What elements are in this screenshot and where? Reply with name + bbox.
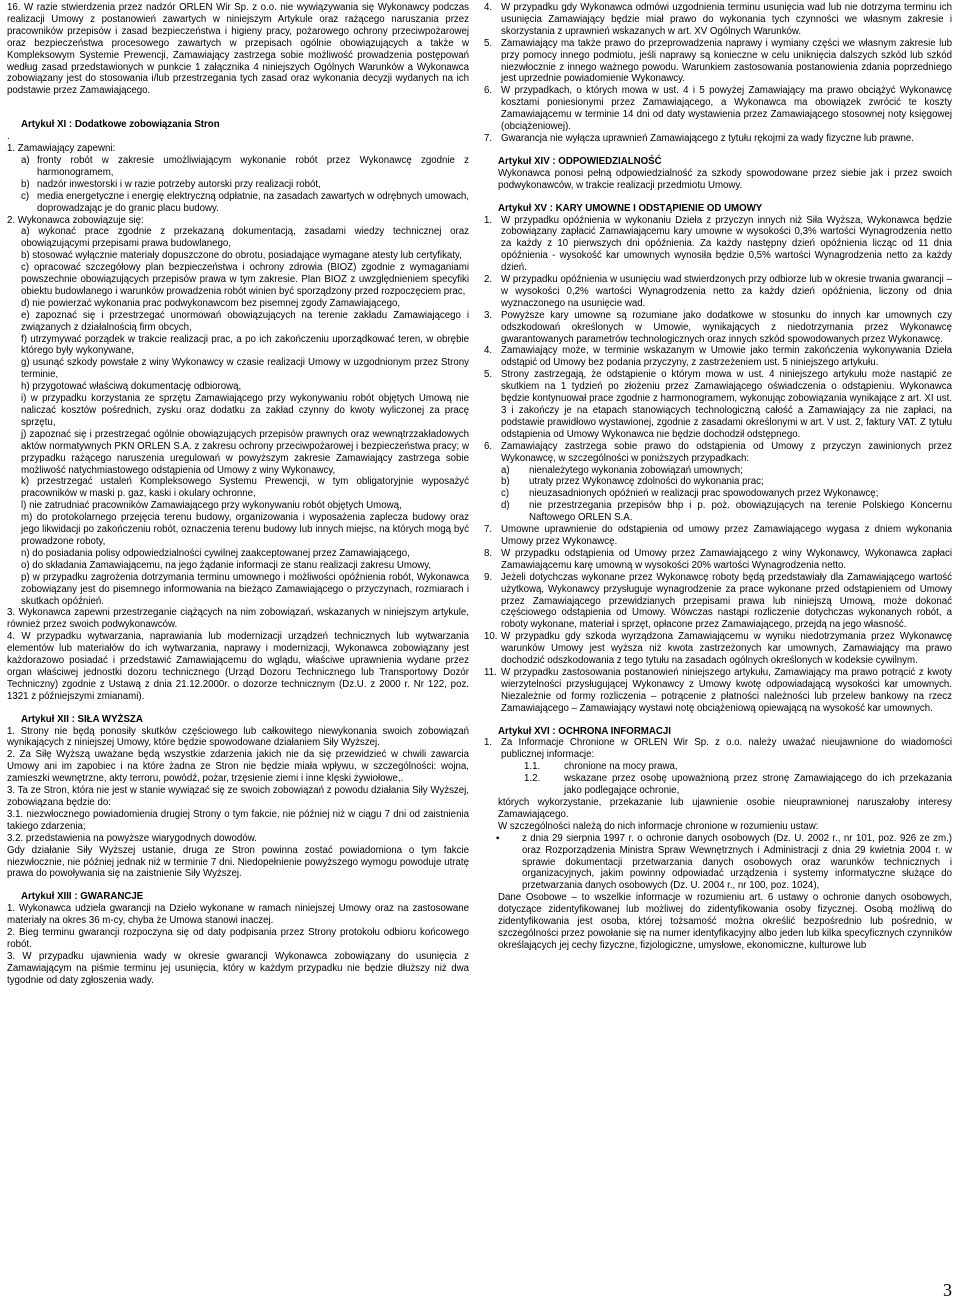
art11-item-2d: d) nie powierzać wykonania prac podwykonawcom bez pisemnej zgody Zamawiającego, (21, 297, 401, 309)
art11-item-1c: c) media energetyczne i energię elektryczną odpłatnie, na zasadach zawartych w odrębnych umowach, doprowadzając je do granic placu budowy. (21, 190, 469, 214)
art13-item-3: 3. W przypadku ujawnienia wady w okresie gwarancji Wykonawca zobowiązany do usunięcia z Zamawiającym na piśmie terminu jej usunięcia, który w każdym przypadku nie będzie dłuższy niż dwa tygodnie od daty zgłoszenia wady. (7, 950, 469, 986)
article-14-text: Wykonawca ponosi pełną odpowiedzialność za szkody spowodowane przez siebie jak i przez swoich podwykonawców, w trakcie realizacji przedmiotu Umowy. (498, 167, 952, 191)
article-15-title: Artykuł XV : KARY UMOWNE I ODSTĄPIENIE OD UMOWY (498, 202, 763, 214)
art12-item-3: 3. Ta ze Stron, która nie jest w stanie wywiązać się ze swoich zobowiązań z powodu działania Siły Wyższej, zobowiązana będzie do: (7, 785, 469, 808)
art11-item-4: 4. W przypadku wytwarzania, naprawiania lub modernizacji urządzeń technicznych lub wytwarzania elementów lub materiałów do ich wytwarzania, naprawy i modernizacji, Wykonawca zobowiązany jest każdorazowo posiadać i przedstawić Zamawiającemu do wglądu, właściwe uprawnienia wydane przez organ właściwej jednostki dozoru technicznego (Urząd Dozoru Technicznego lub Transportowy Dozór Techniczny) zgodnie z Ustawą z dnia 21.12.2000r. o dozorze technicznym (Dz.U. z 2000 r. Nr 122, poz. 1321 z późniejszymi zmianami). (7, 631, 469, 702)
art11-item-2o: o) do składania Zamawiającemu, na jego żądanie informacji ze stanu realizacji zakresu Umowy, (21, 559, 432, 571)
art11-item-1b: b) nadzór inwestorski i w razie potrzeby autorski przy realizacji robót, (21, 178, 321, 190)
art11-item-2i: i) w przypadku korzystania ze sprzętu Zamawiającego przy wykonywaniu robót objętych Umową nie naliczać kosztów pośrednich, zysku oraz dodatku za zakład czynny do kwoty wyliczonej za pracę sprzętu, (21, 393, 469, 428)
art11-item-2l: l) nie zatrudniać pracowników Zamawiającego przy wykonywaniu robót objętych Umową, (21, 500, 402, 512)
art15-item-10: 10. W przypadku gdy szkoda wyrządzona Zamawiającemu w wyniku niedotrzymania przez Wykonawcę warunków Umowy jest wyższa niż kwota zastrzeżonych kar umownych, Zamawiający ma prawo dochodzić odszkodowania z tego tytułu na zasadach ogólnych określonych w kodeksie cywilnym. (484, 631, 952, 667)
art15-item-2: 2. W przypadku opóźnienia w usunięciu wad stwierdzonych przy odbiorze lub w okresie trwania gwarancji – w wysokości 0,2% wartości Wynagrodzenia netto za każdy dzień opóźnienia, liczony od dnia wyznaczonego na usunięcie wad. (484, 274, 952, 309)
square-bullet-icon: ▪ (496, 832, 500, 844)
art16-bullet: ▪ z dnia 29 sierpnia 1997 r. o ochronie danych osobowych (Dz. U. 2002 r., nr 101, poz. 926 ze zm.) oraz Rozporządzenia Ministra Spraw Wewnętrznych i Administracji z dnia 29 kwietnia 2004 r. w sprawie dokumentacji przetwarzania danych osobowych oraz warunków technicznych i organizacyjnych, jakim powinny odpowiadać urządzenia i systemy informatyczne służące do przetwarzania danych osobowych (Dz. U. 2004 r., nr 100, poz. 1024), (496, 832, 952, 892)
article-16-title: Artykuł XVI : OCHRONA INFORMACJI (498, 725, 671, 737)
art15-item-3: 3. Powyższe kary umowne są rozumiane jako dodatkowe w stosunku do innych kar umownych czy odszkodowań określonych w Umowie, wynikających z niedotrzymania przez Wykonawcę gwarantowanych parametrów technologicznych oraz innych szkód spowodowanych przez Wykonawcę. (484, 309, 952, 345)
art11-item-2g: g) usunąć szkody powstałe z winy Wykonawcy w czasie realizacji Umowy w uzgodnionym przez Strony terminie, (21, 357, 469, 381)
art11-item-1a: a) fronty robót w zakresie umożliwiającym wykonanie robót przez Wykonawcę zgodnie z harmonogramem, (21, 154, 469, 178)
article-12-title: Artykuł XII : SIŁA WYŻSZA (21, 713, 143, 725)
art13-item-2: 2. Bieg terminu gwarancji rozpoczyna się od daty podpisania przez Strony protokołu odbioru końcowego robót. (7, 927, 469, 950)
page-number: 3 (943, 1280, 952, 1300)
art15-item-6: 6. Zamawiający zastrzega sobie prawo do odstąpienia od Umowy z przyczyn zawinionych przez Wykonawcę, w szczególności w poniższych przypadkach: (484, 440, 952, 464)
art11-item-2e: e) zapoznać się i przestrzegać unormowań obowiązujących na terenie zakładu Zamawiającego i związanych z działalnością firm obcych, (21, 309, 469, 333)
art13-item-1: 1. Wykonawca udziela gwarancji na Dzieło wykonane w ramach niniejszej Umowy oraz na zastosowane materiały na okres 36 m-cy, chyba że Umowa stanowi inaczej. (7, 903, 469, 927)
art13-item-6: 6. W przypadkach, o których mowa w ust. 4 i 5 powyżej Zamawiający ma prawo obciążyć Wykonawcę kosztami poniesionymi przez Zamawiającego, a Wykonawca ma obowiązek zwrócić te koszty Zamawiającemu w terminie 14 dni od daty wystawienia przez Zamawiającego stosownej noty księgowej (obciążeniowej). (484, 85, 952, 133)
art12-item-3-1: 3.1. niezwłocznego powiadomienia drugiej Strony o tym fakcie, nie później niż w ciągu 7 dni od zaistnienia takiego zdarzenia; (7, 808, 469, 832)
art15-item-6d: d) nie przestrzegania przepisów bhp i p. poż. obowiązujących na terenie Polskiego Koncernu Naftowego ORLEN S.A. (501, 500, 952, 524)
art11-item-2n: n) do posiadania polisy odpowiedzialności cywilnej zaakceptowanej przez Zamawiającego, (21, 547, 410, 559)
left-column (7, 2, 469, 987)
article-11-title: Artykuł XI : Dodatkowe zobowiązania Stron (21, 119, 220, 131)
art11-item-2h: h) przygotować właściwą dokumentację odbiorową, (21, 381, 242, 393)
art15-item-4: 4. Zamawiający może, w terminie wskazanym w Umowie jako termin zakończenia wykonywania Dzieła odstąpić od Umowy bez podania przyczyny, z zastrzeżeniem ust. 5 niniejszego artykułu. (484, 345, 952, 369)
art16-item-1-2: 1.2. wskazane przez osobę upoważnioną przez stronę Zamawiającego do ich przekazania jako podlegające ochronie, (524, 773, 952, 797)
art12-item-1: 1. Strony nie będą ponosiły skutków częściowego lub całkowitego niewykonania swoich zobowiązań wynikających z niniejszej Umowy, które będzie spowodowane działaniem Siły Wyższej. (7, 725, 469, 749)
art15-item-8: 8. W przypadku odstąpienia od Umowy przez Zamawiającego z winy Wykonawcy, Wykonawca zapłaci Zamawiającemu karę umowną w wysokości 20% wartości Wynagrodzenia netto. (484, 547, 952, 571)
art16-item-1: 1. Za Informacje Chronione w ORLEN Wir Sp. z o.o. należy uważać nieujawnione do wiadomości publicznej informacje: (484, 737, 952, 761)
art11-item-1: 1. Zamawiający zapewni: (7, 143, 116, 155)
art16-personal-data: Dane Osobowe – to wszelkie informacje w rozumieniu art. 6 ustawy o ochronie danych osobowych, dotyczące zidentyfikowanej lub możliwej do zidentyfikowania osoby fizycznej. Osobą możliwą do zidentyfikowania jest osoba, której tożsamość można określić bezpośrednio lub pośrednio, w szczególności przez powołanie się na numer identyfikacyjny albo jeden lub kilka specyficznych czynników określających jej cechy fizyczne, fizjologiczne, umysłowe, ekonomiczne, kulturowe lub (498, 892, 952, 951)
art13-item-5: 5. Zamawiający ma także prawo do przeprowadzenia naprawy i wymiany części we własnym zakresie lub przy pomocy innego podmiotu, jeśli naprawy są konieczne w celu uniknięcia dalszych szkód lub szkód niezwłocznie z innego ważnego powodu. Warunkiem zastosowania postanowienia zdania poprzedniego jest uprzednie powiadomienie Wykonawcy. (484, 37, 952, 85)
art15-item-6b: b) utraty przez Wykonawcę zdolności do wykonania prac; (501, 476, 764, 488)
art13-item-7: 7. Gwarancja nie wyłącza uprawnień Zamawiającego z tytułu rękojmi za wady fizyczne lub prawne. (484, 132, 914, 144)
art11-item-2c: c) opracować szczegółowy plan bezpieczeństwa i ochrony zdrowia (BIOZ) zgodnie z wymaganiami powszechnie obowiązujących przepisów prawa w tym zakresie. Plan BIOZ z uwzględnieniem specyfiki obiektu budowlanego i warunków prowadzenia robót winien być sporządzony przed rozpoczęciem prac, (21, 262, 469, 297)
art11-item-2f: f) utrzymywać porządek w trakcie realizacji prac, a po ich zakończeniu uporządkować teren, w obrębie którego były wykonywane, (21, 333, 469, 357)
art16-item-1-1: 1.1. chronione na mocy prawa, (524, 761, 678, 773)
art15-item-6a: a) nienależytego wykonania zobowiązań umownych; (501, 464, 743, 476)
art12-item-3-2: 3.2. przedstawienia na powyższe wiarygodnych dowodów. (7, 832, 257, 844)
art11-item-2a: a) wykonać prace zgodnie z przekazaną dokumentacją, zasadami wiedzy technicznej oraz obowiązującymi przepisami prawa budowlanego, (21, 226, 469, 250)
art11-item-2p: p) w przypadku zagrożenia dotrzymania terminu umownego i możliwości opóźnienia robót, Wykonawca zobowiązany jest do pisemnego informowania na bieżąco Zamawiającego o przyczynach, rozmiarach i skutkach opóźnień. (21, 571, 469, 607)
art11-item-3: 3. Wykonawca zapewni przestrzeganie ciążących na nim zobowiązań, wskazanych w niniejszym artykule, również przez swoich podwykonawców. (7, 607, 469, 631)
art15-item-11: 11. W przypadku zastosowania postanowień niniejszego artykułu, Zamawiający ma prawo potrącić z kwoty wierzytelności przysługującej Wykonawcy z Umowy kwotę odpowiadającą wysokości kar umownych. Niezależnie od formy rozliczenia – potrącenie z płatności należności lub przelew bankowy na rzecz Zamawiającego – Zamawiający wystawi notę obciążeniową opiewającą na wysokość kar umownych. (484, 666, 952, 714)
article-13-title: Artykuł XIII : GWARANCJE (21, 891, 144, 903)
art15-item-7: 7. Umowne uprawnienie do odstąpienia od umowy przez Zamawiającego wygasa z dniem wykonania Umowy przez Wykonawcę. (484, 524, 952, 547)
art15-item-9: 9. Jeżeli dotychczas wykonane przez Wykonawcę roboty będą przedstawiały dla Zamawiającego wartość użytkową, Wykonawcy przysługuje wynagrodzenie za prace wykonane przed odstąpieniem od Umowy przez Zamawiającego przewidzianych przepisami prawa lub niniejszą Umową, może dokonać częściowego odstąpienia od Umowy. Wówczas nastąpi rozliczenie dotychczas wykonanych robót, a roboty wykonane, materiał i sprzęt, opłacone przez Zamawiającego, przejdą na jego własność. (484, 571, 952, 631)
art16-specifics: W szczególności należą do nich informacje chronione w rozumieniu ustaw: (498, 820, 819, 832)
art15-item-6c: c) nieuzasadnionych opóźnień w realizacji prac spowodowanych przez Wykonawcę; (501, 488, 879, 500)
stray-dot: . (7, 131, 10, 143)
paragraph-16: 16. W razie stwierdzenia przez nadzór ORLEN Wir Sp. z o.o. nie wywiązywania się Wykonawcy podczas realizacji Umowy z postanowień zawartych w niniejszym Artykule oraz rażącego naruszania przez pracowników przepisów i zasad bezpieczeństwa i higieny pracy, pożarowego ochrony przeciwpożarowej oraz bezpieczeństwa procesowego zawartych w przepisach ogólnie obowiązujących a także w Kompleksowym Systemie Prewencji, Zamawiający zastrzega sobie możliwość prowadzenia postępowań według zasad przedstawionych w punkcie 1 załącznika 4 niniejszych Ogólnych Warunków a Wykonawca zobowiązany jest do stosowania i/lub przestrzegania tych zasad oraz wykonania decyzji wydanych na ich podstawie przez Zamawiającego. (7, 2, 469, 97)
art12-closing: Gdy działanie Siły Wyższej ustanie, druga ze Stron powinna zostać powiadomiona o tym fakcie niezwłocznie, nie później jednak niż w terminie 7 dni. Niedopełnienie powyższego wymogu powoduje utratę prawa do powoływania się na zaistnienie Siły Wyższej. (7, 844, 469, 880)
art11-item-2k: k) przestrzegać ustaleń Kompleksowego Systemu Prewencji, w tym obligatoryjnie wyposażyć pracowników w maski p. gaz, kaski i okulary ochronne, (21, 476, 469, 500)
art13-item-4: 4. W przypadku gdy Wykonawca odmówi uzgodnienia terminu usunięcia wad lub nie dotrzyma terminu ich usunięcia Zamawiający będzie miał prawo do wykonania tych czynności we własnym zakresie i skorzystania z uprawnień wskazanych w art. XV Ogólnych Warunków. (484, 2, 952, 37)
art11-item-2: 2. Wykonawca zobowiązuje się: (7, 214, 144, 226)
art16-continuation: których wykorzystanie, przekazanie lub ujawnienie osobie nieuprawnionej naruszałoby interesy Zamawiającego. (498, 797, 952, 820)
right-column (484, 2, 952, 952)
article-14-title: Artykuł XIV : ODPOWIEDZIALNOŚĆ (498, 155, 662, 167)
art11-item-2b: b) stosować wyłącznie materiały dopuszczone do obrotu, posiadające wymagane atesty lub certyfikaty, (21, 250, 462, 262)
art15-item-1: 1. W przypadku opóźnienia w wykonaniu Dzieła z przyczyn innych niż Siła Wyższa, Wykonawca będzie zobowiązany zapłacić Zamawiającemu kary umowne w wysokości 0,3% wartości Wynagrodzenia netto za każdy z 10 pierwszych dni opóźnienia. Za każdy następny dzień opóźnienia licząc od 11 dnia opóźnienia - wysokość kar umownych wynosiła będzie 0,5% wartości Wynagrodzenia netto za każdy dzień. (484, 214, 952, 274)
art11-item-2j: j) zapoznać się i przestrzegać ogólnie obowiązujących przepisów prawnych oraz wewnątrzzakładowych aktów normatywnych PKN ORLEN S.A. z zakresu ochrony przeciwpożarowej i bezpieczeństwa pracy; w przypadku rażącego naruszenia uregulowań w powyższym zakresie Zamawiający zastrzega sobie możliwość natychmiastowego odstąpienia od Umowy z winy Wykonawcy, (21, 428, 469, 476)
art12-item-2: 2. Za Siłę Wyższą uważane będą wszystkie zdarzenia jakich nie da się przewidzieć w chwili zawarcia Umowy ani im zapobiec i na które żadna ze Stron nie będzie miała wpływu, w szczególności: wojna, zamieszki wewnętrzne, akty terroru, powódź, pożar, trzęsienie ziemi i inne klęski żywiołowe,. (7, 749, 469, 785)
art11-item-2m: m) do protokolarnego przejęcia terenu budowy, organizowania i wyposażenia zaplecza budowy oraz jego likwidacji po zakończeniu robót, oznaczenia terenu budowy lub innych miejsc, na których mogą być prowadzone roboty, (21, 512, 469, 547)
art15-item-5: 5. Strony zastrzegają, że odstąpienie o którym mowa w ust. 4 niniejszego artykułu może nastąpić ze skutkiem na 1 tydzień po złożeniu przez Zamawiającego oświadczenia o odstąpieniu. Wykonawca będzie kontynuował prace zgodnie z harmonogramem, wykonując zobowiązania wynikające z art. XI ust. 3 i zakończy je na etapach stanowiących technologiczną całość a Zamawiający za nie zapłaci, na podstawie prawidłowo wystawionej, zgodnie z zasadami określonymi w art. V ust. 2, faktury VAT. Z tytułu odstąpienia od Umowy Wykonawca nie będzie dochodził odstępnego. (484, 369, 952, 440)
